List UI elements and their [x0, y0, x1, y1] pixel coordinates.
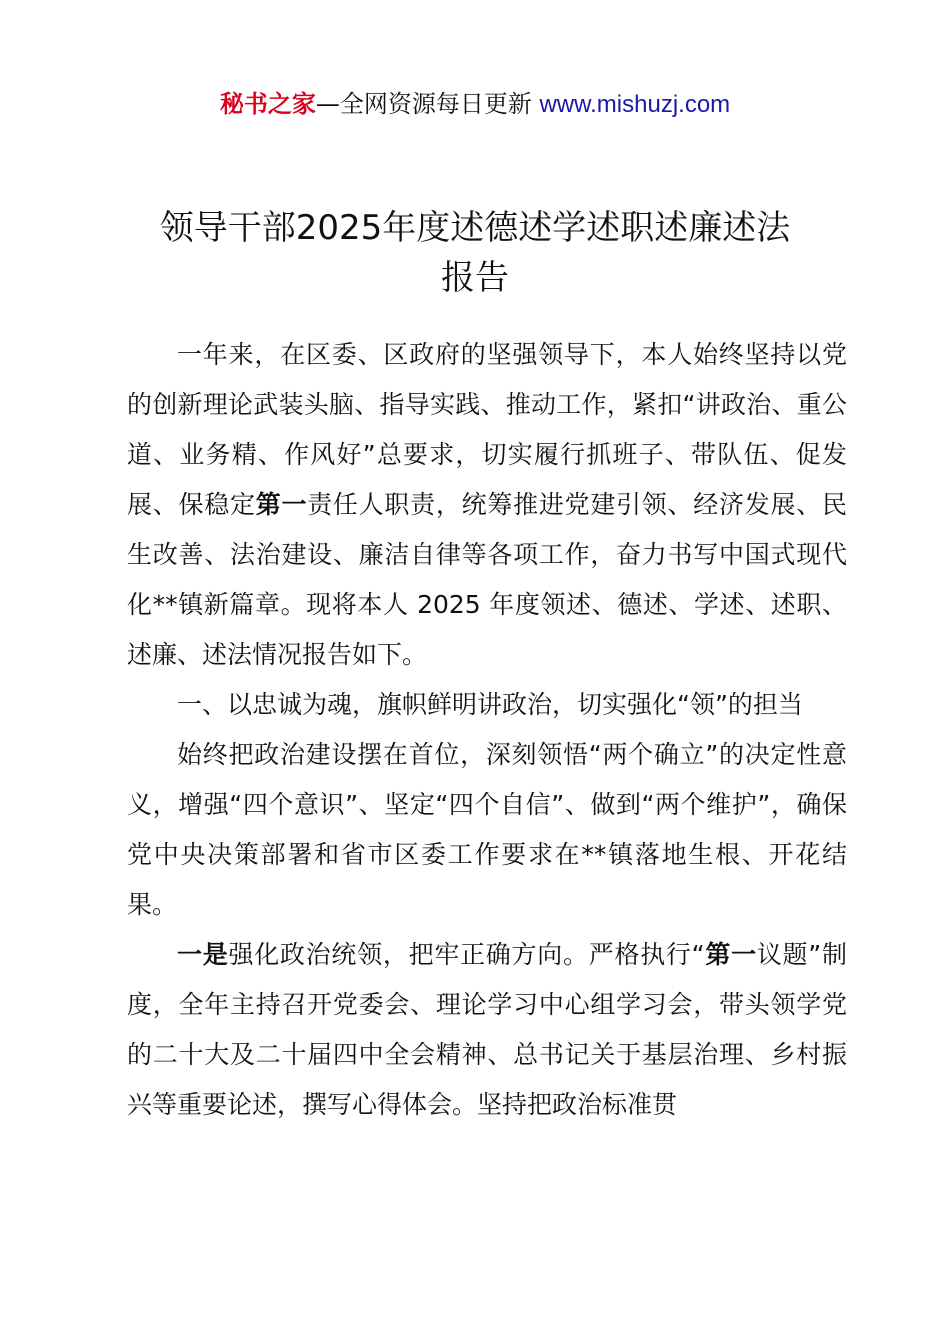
title-line-2: 报告	[441, 257, 509, 298]
point-1-text-b: 议题”制度，全年主持召开党委会、理论学习中心组学习会，带头领学党的二十大及二十届四中全会精神、总书记关于基层治理、乡村振兴等重要论述，撰写心得体会。坚持把政治标准贯	[127, 940, 847, 1119]
point-1-text-a: 强化政治统领，把牢正确方向。严格执行“	[228, 940, 705, 969]
site-url-link[interactable]: www.mishuzj.com	[539, 91, 731, 118]
intro-paragraph	[127, 330, 847, 680]
document-title	[100, 203, 850, 303]
site-header	[0, 86, 950, 123]
point-1-lead: 一是	[177, 940, 229, 969]
point-1-bold: 第一	[704, 940, 757, 969]
site-tagline: —全网资源每日更新	[315, 90, 540, 118]
section-heading-1: 一、以忠诚为魂，旗帜鲜明讲政治，切实强化“领”的担当	[177, 690, 803, 719]
title-line-1: 领导干部2025年度述德述学述职述廉述法	[159, 207, 791, 248]
intro-bold: 第一	[255, 490, 308, 519]
document-body	[127, 330, 847, 1130]
section-1-paragraph: 始终把政治建设摆在首位，深刻领悟“两个确立”的决定性意义，增强“四个意识”、坚定“四个自信”、做到“两个维护”，确保党中央决策部署和省市区委工作要求在**镇落地生根、开花结果。	[127, 740, 847, 919]
point-1-paragraph	[127, 930, 847, 1130]
intro-text-a: 一年来，在区委、区政府的坚强领导下，本人始终坚持以党的创新理论武装头脑、指导实践、推动工作，紧扣“讲政治、重公道、业务精、作风好”总要求，切实履行抓班子、带队伍、促发展、保稳定	[127, 340, 847, 519]
intro-text-b: 责任人职责，统筹推进党建引领、经济发展、民生改善、法治建设、廉洁自律等各项工作，奋力书写中国式现代化**镇新篇章。现将本人 2025 年度领述、德述、学述、述职、述廉、述法情况报告如下。	[127, 490, 847, 669]
site-brand: 秘书之家	[219, 90, 316, 118]
